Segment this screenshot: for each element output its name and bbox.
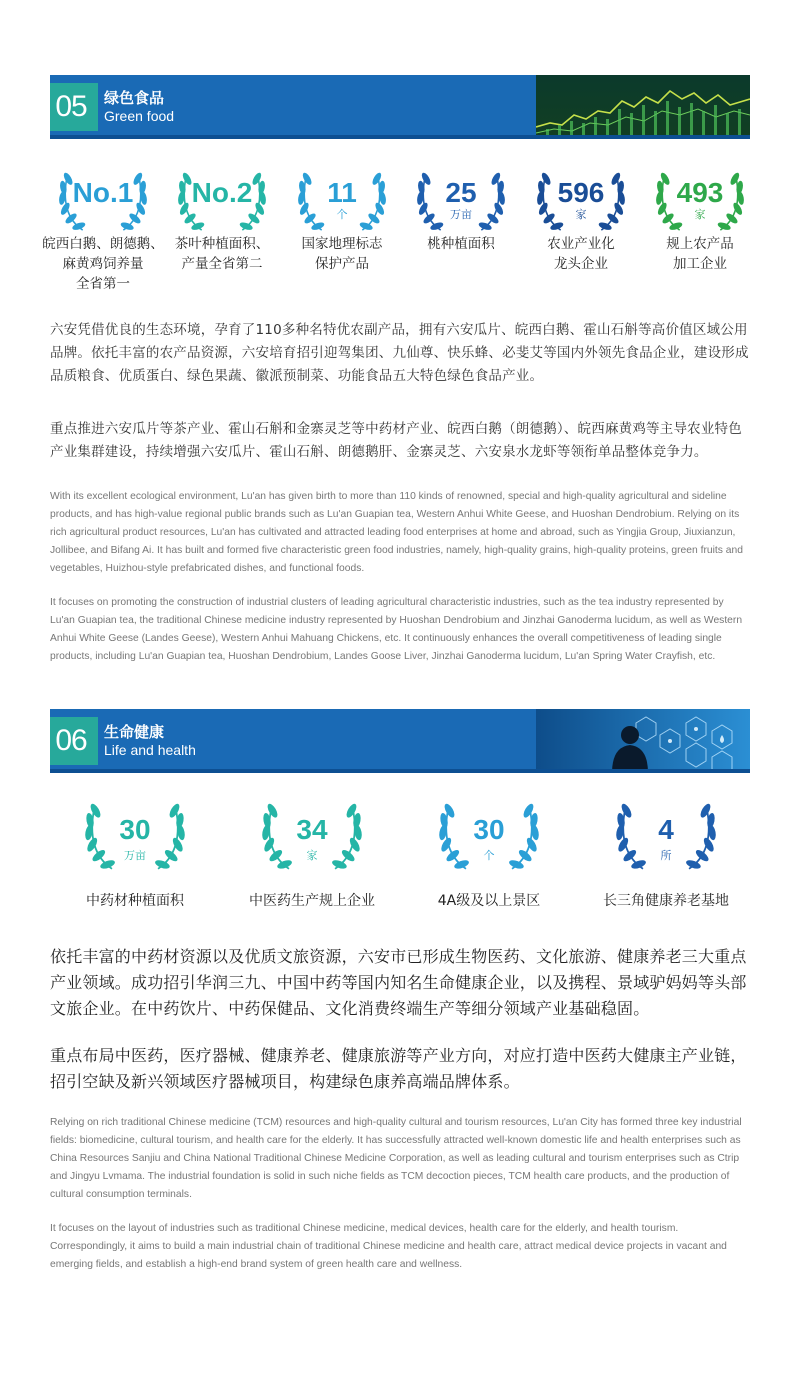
stat-item <box>391 172 531 254</box>
stat-item <box>419 803 559 911</box>
stat-wreath <box>601 803 731 871</box>
stat-value: 493 <box>676 177 724 208</box>
stat-item <box>152 172 292 274</box>
stat-label: 保护产品 <box>315 256 369 272</box>
stat-label: 桃种植面积 <box>427 236 495 252</box>
stat-label: 国家地理标志 <box>301 236 383 252</box>
stat-unit: 家 <box>306 849 318 862</box>
stat-label: 皖西白鹅、朗德鹅、 <box>42 236 164 252</box>
stat-label-group <box>391 234 531 254</box>
stat-value: No.2 <box>191 177 253 208</box>
medical-tech-image <box>536 709 750 773</box>
paragraph-cn-2: 重点推进六安瓜片等茶产业、霍山石斛和金寨灵芝等中药材产业、皖西白鹅（朗德鹅）、皖西麻黄鸡等主导农业特色产业集群建设，持续增强六安瓜片、霍山石斛、朗德鹅肝、金寨灵芝、六安泉水龙虾等领衔单品整体竞争力。 <box>50 421 742 460</box>
stat-item <box>65 803 205 911</box>
stat-value: 11 <box>327 177 357 208</box>
section-title-cn: 绿色食品 <box>104 89 165 107</box>
stat-wreath <box>247 803 377 871</box>
stat-label-group <box>596 891 736 911</box>
stat-value: 596 <box>557 177 605 208</box>
paragraph-en-1: With its excellent ecological environment, Lu'an has given birth to more than 110 kinds of renowned, special and high-quality agricultural and sideline products, and has high-value regional public brands such as Lu'an Guapian tea, Western Anhui White Geese, and Huoshan Dendrobium. Relying on its rich agricultural product resources, Lu'an has cultivated and attracted leading food enterprises at home and abroad, such as Yingjia Group, Jiuxianzun, Jollibee, and Bifang Ai. It has built and formed five characteristic green food industries, namely, high-quality grains, high-quality proteins, green fruits and vegetables, Huizhou-style prefabricated dishes, and functional foods. <box>50 491 743 574</box>
section-titles <box>104 89 174 125</box>
stat-label: 加工企业 <box>673 256 727 272</box>
stat-value: 25 <box>445 177 477 208</box>
stat-item <box>242 803 382 911</box>
section-title-en: Green food <box>104 108 175 124</box>
paragraph-en-2: It focuses on promoting the construction of industrial clusters of leading agricultural characteristic industries, such as the tea industry represented by Lu'an Guapian tea, the traditional Chinese medicine industry represented by Huoshan Dendrobium and Jinzhai Ganoderma lucidum, as well as Western Anhui White Geese (Landes Geese), Western Anhui Mahuang Chickens, etc. It continuously enhances the overall competitiveness of leading single products, including Lu'an Guapian tea, Huoshan Dendrobium, Landes Goose Liver, Jinzhai Ganoderma lucidum, Lu'an Spring Water Crayfish, etc. <box>50 597 743 662</box>
stat-label-group <box>65 891 205 911</box>
paragraph-cn-4: 重点布局中医药，医疗器械、健康养老、健康旅游等产业方向，对应打造中医药大健康主产业链，招引空缺及新兴领域医疗器械项目，构建绿色康养高端品牌体系。 <box>50 1046 747 1091</box>
stat-unit: 个 <box>483 849 495 862</box>
paragraph-cn-3: 依托丰富的中药材资源以及优质文旅资源，六安市已形成生物医药、文化旅游、健康养老三大重点产业领域。成功招引华润三九、中国中药等国内知名生命健康企业，以及携程、景域驴妈妈等头部文旅企业。在中药饮片、中药保健品、文化消费终端生产等细分领域产业基础稳固。 <box>50 947 747 1018</box>
banner-stripe <box>50 135 750 139</box>
stat-label: 规上农产品 <box>666 236 734 252</box>
stat-label: 4A级及以上景区 <box>437 893 541 909</box>
stat-label: 全省第一 <box>76 276 130 292</box>
stat-item <box>596 803 736 911</box>
stat-wreath <box>48 172 158 232</box>
stat-wreath <box>167 172 277 232</box>
stat-unit: 所 <box>660 849 672 862</box>
stock-chart-image <box>536 75 750 139</box>
stat-wreath <box>406 172 516 232</box>
stat-wreath <box>287 172 397 232</box>
stat-wreath <box>645 172 755 232</box>
stat-value: No.1 <box>72 177 134 208</box>
stat-label: 龙头企业 <box>554 256 608 272</box>
section-title-cn: 生命健康 <box>104 723 165 741</box>
stat-value: 4 <box>658 814 674 845</box>
stat-label: 中医药生产规上企业 <box>249 893 375 909</box>
paragraph-en-4: It focuses on the layout of industries such as traditional Chinese medicine, medical devices, health care for the elderly, and health tourism. Correspondingly, it aims to build a main industrial chain of traditional Chinese medicine and health care, attract medical device projects in vacant and emerging fields, and establish a high-end brand system of green health care and wellness. <box>50 1223 727 1270</box>
stat-label: 农业产业化 <box>547 236 615 252</box>
stat-label-group <box>419 891 559 911</box>
stat-unit: 家 <box>575 208 587 221</box>
stat-unit: 个 <box>336 208 348 221</box>
section-banner-life-health <box>50 709 750 773</box>
section-number: 05 <box>50 83 98 131</box>
paragraph-cn-1: 六安凭借优良的生态环境，孕育了110多种名特优农副产品，拥有六安瓜片、皖西白鹅、霍山石斛等高价值区域公用品牌。依托丰富的农产品资源，六安培育招引迎驾集团、九仙尊、快乐蜂、必斐艾等国内外领先食品企业，建设形成品质粮食、优质蛋白、绿色果蔬、徽派预制菜、功能食品五大特色绿色食品产业。 <box>50 322 749 384</box>
section-titles <box>104 723 196 759</box>
paragraph-en-3: Relying on rich traditional Chinese medicine (TCM) resources and high-quality cultural and tourism resources, Lu'an City has formed three key industrial fields: biomedicine, cultural tourism, and health care for the elderly. It has successfully attracted well-known domestic life and health enterprises such as China Resources Sanjiu and China National Traditional Chinese Medicine Corporation, as well as leading cultural and tourism enterprises such as Ctrip and Jingyu Lvmama. The industrial foundation is solid in such niche fields as TCM decoction pieces, TCM health care products, and the production of cultural consumption terminals. <box>50 1117 742 1200</box>
stat-label-group <box>630 234 770 274</box>
stat-label-group <box>242 891 382 911</box>
stat-label: 麻黄鸡饲养量 <box>62 256 144 272</box>
stat-label: 茶叶种植面积、 <box>174 236 270 252</box>
stat-unit: 万亩 <box>450 208 472 221</box>
stat-unit: 家 <box>694 208 706 221</box>
stat-label: 中药材种植面积 <box>86 893 184 909</box>
stat-label-group <box>152 234 292 274</box>
section-title-en: Life and health <box>104 742 196 758</box>
stat-wreath <box>70 803 200 871</box>
stat-label: 产量全省第二 <box>181 256 263 272</box>
stat-value: 30 <box>473 814 505 845</box>
stat-item <box>630 172 770 274</box>
stat-wreath <box>424 803 554 871</box>
stat-unit: 万亩 <box>124 849 146 862</box>
stat-label: 长三角健康养老基地 <box>603 893 729 909</box>
stat-value: 34 <box>296 814 328 845</box>
stat-value: 30 <box>119 814 151 845</box>
banner-stripe <box>50 769 750 773</box>
section-number: 06 <box>50 717 98 765</box>
stat-wreath <box>526 172 636 232</box>
section-banner-green-food <box>50 75 750 139</box>
